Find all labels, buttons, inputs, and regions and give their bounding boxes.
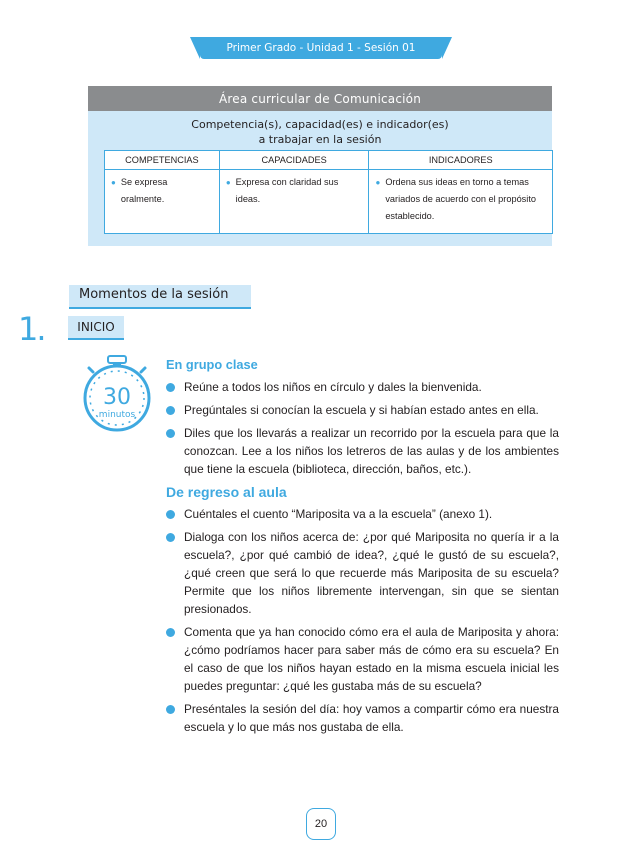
table-cell-indicador xyxy=(369,170,553,234)
bullet-icon: ● xyxy=(225,178,231,187)
regreso-heading: De regreso al aula xyxy=(166,484,287,500)
list-item xyxy=(166,623,559,695)
step-label-underline xyxy=(68,338,124,340)
table-header-indicadores: INDICADORES xyxy=(369,151,553,170)
item-text: Diles que los llevarás a realizar un recorrido por la escuela para que la conozcan. Lee a los niños los letreros de las aulas y de los ambientes que tiene la escuela (biblioteca, dirección, baños, etc.). xyxy=(184,426,559,476)
item-text: Comenta que ya han conocido cómo era el aula de Mariposita y ahora: ¿cómo podríamos hacer para saber más de cómo era su escuela? En el caso de que los niños hayan estado en la misma escuela inicial les puedes preguntar: ¿qué les gustaba más de su escuela? xyxy=(184,625,559,693)
session-content xyxy=(166,356,559,741)
list-item xyxy=(166,378,559,396)
cell-text: Se expresa oralmente. xyxy=(120,177,168,204)
table-cell-capacidad xyxy=(219,170,369,234)
cell-text: Expresa con claridad sus ideas. xyxy=(235,177,339,204)
table-header-row xyxy=(105,151,553,170)
timer-unit: minutos xyxy=(98,410,136,420)
bullet-icon xyxy=(166,383,175,392)
list-item xyxy=(166,401,559,419)
step-number: 1. xyxy=(18,310,45,348)
table-cell-competencia xyxy=(105,170,220,234)
section-title: Momentos de la sesión xyxy=(79,287,229,302)
bullet-icon xyxy=(166,705,175,714)
list-item xyxy=(166,424,559,478)
table-header-capacidades: CAPACIDADES xyxy=(219,151,369,170)
competencia-line-1: Competencia(s), capacidad(es) e indicador(es) xyxy=(191,118,449,131)
item-text: Pregúntales si conocían la escuela y si habían estado antes en ella. xyxy=(184,403,539,417)
bullet-icon: ● xyxy=(111,178,116,187)
header-tab-text: Primer Grado - Unidad 1 - Sesión 01 xyxy=(226,42,416,54)
table-row xyxy=(105,170,553,234)
grupo-heading: En grupo clase xyxy=(166,357,258,372)
area-box xyxy=(88,86,552,246)
cell-text: Ordena sus ideas en torno a temas variados de acuerdo con el propósito establecido. xyxy=(385,177,536,221)
step-label: INICIO xyxy=(68,316,124,338)
item-text: Reúne a todos los niños en círculo y dales la bienvenida. xyxy=(184,380,482,394)
bullet-icon: ● xyxy=(375,178,381,187)
header-tab xyxy=(200,37,442,59)
list-item xyxy=(166,700,559,736)
stopwatch-icon xyxy=(81,352,153,434)
competencias-table xyxy=(104,150,553,234)
section-underline xyxy=(69,307,251,309)
competencia-line-2: a trabajar en la sesión xyxy=(258,133,382,146)
table-header-competencias: COMPETENCIAS xyxy=(105,151,220,170)
bullet-icon xyxy=(166,510,175,519)
item-text: Dialoga con los niños acerca de: ¿por qué Mariposita no quería ir a la escuela?, ¿por qué cambió de idea?, ¿qué le gustó de su escuela?, ¿qué creen que será lo que recuerde más Mariposita de su escuela? Permite que los niños libremente intervengan, sin que se sientan presionados. xyxy=(184,530,559,616)
bullet-icon xyxy=(166,429,175,438)
list-item xyxy=(166,505,559,523)
area-title: Área curricular de Comunicación xyxy=(88,86,552,111)
bullet-icon xyxy=(166,533,175,542)
page-number: 20 xyxy=(306,808,336,840)
timer-value: 30 xyxy=(103,385,131,410)
bullet-icon xyxy=(166,406,175,415)
list-item xyxy=(166,528,559,618)
item-text: Cuéntales el cuento “Mariposita va a la escuela” (anexo 1). xyxy=(184,507,493,521)
item-text: Preséntales la sesión del día: hoy vamos a compartir cómo era nuestra escuela y lo que más nos gustaba de ella. xyxy=(184,702,559,734)
competencia-title xyxy=(88,117,552,147)
bullet-icon xyxy=(166,628,175,637)
